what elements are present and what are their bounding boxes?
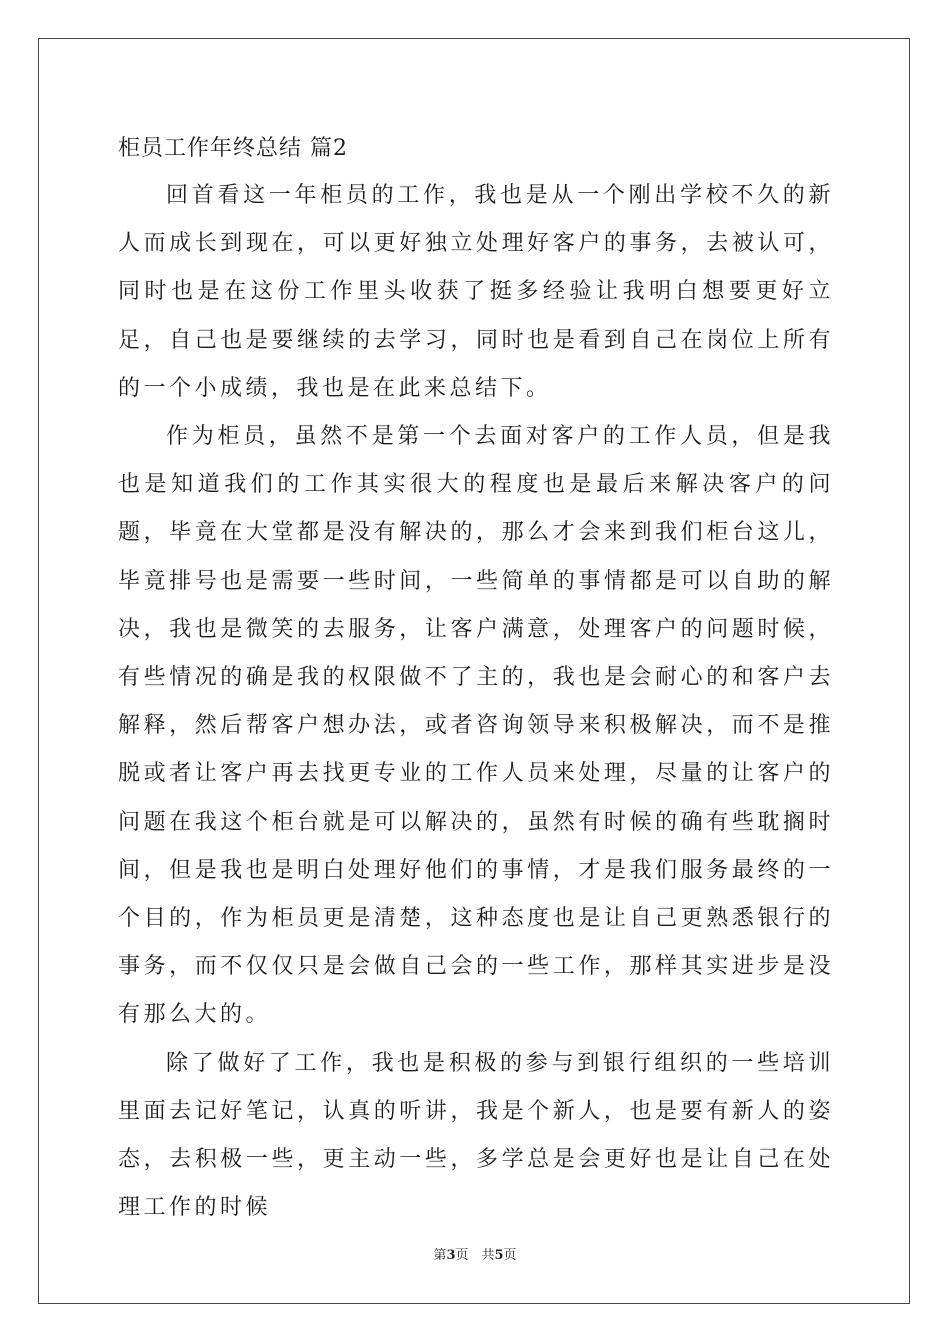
- section-heading: 柜员工作年终总结 篇2: [118, 136, 348, 161]
- page-number-footer: [0, 1247, 950, 1265]
- page-prefix: 第: [433, 1248, 447, 1263]
- document-body: [118, 128, 834, 1232]
- paragraph-3: 除了做好了工作，我也是积极的参与到银行组织的一些培训里面去记好笔记，认真的听讲，我是个新人，也是要有新人的姿态，去积极一些，更主动一些，多学总是会更好也是让自己在处理工作的时候: [118, 1050, 834, 1221]
- current-page-number: 3: [446, 1248, 456, 1263]
- page-suffix: 页: [503, 1248, 517, 1263]
- total-page-count: 5: [494, 1248, 504, 1263]
- paragraph-2: 作为柜员，虽然不是第一个去面对客户的工作人员，但是我也是知道我们的工作其实很大的程度也是最后来解决客户的问题，毕竟在大堂都是没有解决的，那么才会来到我们柜台这儿，毕竟排号也是需要一些时间，一些简单的事情都是可以自助的解决，我也是微笑的去服务，让客户满意，处理客户的问题时候，有些情况的确是我的权限做不了主的，我也是会耐心的和客户去解释，然后帮客户想办法，或者咨询领导来积极解决，而不是推脱或者让客户再去找更专业的工作人员来处理，尽量的让客户的问题在我这个柜台就是可以解决的，虽然有时候的确有些耽搁时间，但是我也是明白处理好他们的事情，才是我们服务最终的一个目的，作为柜员更是清楚，这种态度也是让自己更熟悉银行的事务，而不仅仅只是会做自己会的一些工作，那样其实进步是没有那么大的。: [118, 424, 834, 1028]
- paragraph-1: 回首看这一年柜员的工作，我也是从一个刚出学校不久的新人而成长到现在，可以更好独立处理好客户的事务，去被认可，同时也是在这份工作里头收获了挺多经验让我明白想要更好立足，自己也是要继续的去学习，同时也是看到自己在岗位上所有的一个小成绩，我也是在此来总结下。: [118, 183, 834, 401]
- page-mid: 页 共: [455, 1248, 495, 1263]
